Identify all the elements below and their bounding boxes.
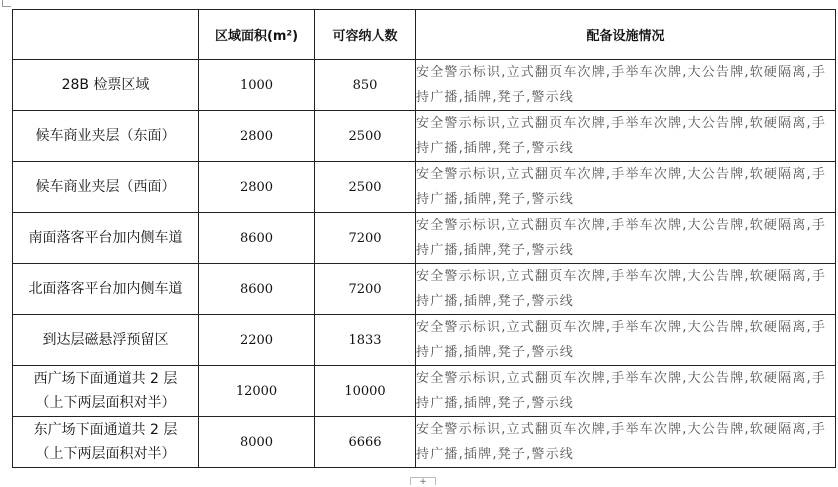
equipment-cell: 安全警示标识,立式翻页车次牌,手举车次牌,大公告牌,软硬隔离,手持广播,插牌,凳子,警示线	[416, 60, 836, 111]
capacity-cell: 2500	[315, 162, 416, 213]
area-size-cell: 2800	[199, 162, 315, 213]
capacity-cell: 7200	[315, 213, 416, 264]
area-size-cell: 2800	[199, 111, 315, 162]
area-name-line: 西广场下面通道共 2 层	[33, 371, 178, 387]
area-name-cell	[13, 366, 199, 417]
capacity-cell: 850	[315, 60, 416, 111]
area-size-cell: 8600	[199, 213, 315, 264]
equipment-cell: 安全警示标识,立式翻页车次牌,手举车次牌,大公告牌,软硬隔离,手持广播,插牌,凳子,警示线	[416, 366, 836, 417]
area-size-cell: 1000	[199, 60, 315, 111]
header-area-size: 区域面积(m²)	[199, 10, 315, 60]
area-size-cell: 8000	[199, 417, 315, 468]
capacity-cell: 6666	[315, 417, 416, 468]
facility-table	[12, 9, 836, 468]
equipment-cell: 安全警示标识,立式翻页车次牌,手举车次牌,大公告牌,软硬隔离,手持广播,插牌,凳子,警示线	[416, 162, 836, 213]
equipment-cell: 安全警示标识,立式翻页车次牌,手举车次牌,大公告牌,软硬隔离,手持广播,插牌,凳子,警示线	[416, 213, 836, 264]
equipment-cell: 安全警示标识,立式翻页车次牌,手举车次牌,大公告牌,软硬隔离,手持广播,插牌,凳子,警示线	[416, 264, 836, 315]
area-name-cell	[13, 417, 199, 468]
area-size-cell: 8600	[199, 264, 315, 315]
table-add-row-handle[interactable]: +	[410, 477, 436, 485]
area-name-cell: 候车商业夹层（西面）	[13, 162, 199, 213]
equipment-cell: 安全警示标识,立式翻页车次牌,手举车次牌,大公告牌,软硬隔离,手持广播,插牌,凳子,警示线	[416, 417, 836, 468]
area-name-line: （上下两层面积对半）	[35, 395, 176, 411]
table-row	[13, 60, 836, 111]
area-name-cell: 候车商业夹层（东面）	[13, 111, 199, 162]
table-row	[13, 315, 836, 366]
area-name-cell: 南面落客平台加内侧车道	[13, 213, 199, 264]
area-name-cell: 28B 检票区域	[13, 60, 199, 111]
capacity-cell: 7200	[315, 264, 416, 315]
equipment-cell: 安全警示标识,立式翻页车次牌,手举车次牌,大公告牌,软硬隔离,手持广播,插牌,凳子,警示线	[416, 111, 836, 162]
area-name-line: （上下两层面积对半）	[35, 446, 176, 462]
table-row	[13, 213, 836, 264]
header-equipment: 配备设施情况	[416, 10, 836, 60]
table-row	[13, 111, 836, 162]
area-name-cell: 到达层磁悬浮预留区	[13, 315, 199, 366]
table-row	[13, 366, 836, 417]
table-row	[13, 264, 836, 315]
area-name-line: 东广场下面通道共 2 层	[33, 422, 178, 438]
capacity-cell: 2500	[315, 111, 416, 162]
header-capacity: 可容纳人数	[315, 10, 416, 60]
table-row	[13, 162, 836, 213]
header-area-name	[13, 10, 199, 60]
capacity-cell: 10000	[315, 366, 416, 417]
page-corner-mark	[2, 0, 11, 7]
equipment-cell: 安全警示标识,立式翻页车次牌,手举车次牌,大公告牌,软硬隔离,手持广播,插牌,凳子,警示线	[416, 315, 836, 366]
table-row	[13, 417, 836, 468]
table-header-row	[13, 10, 836, 60]
area-size-cell: 12000	[199, 366, 315, 417]
capacity-cell: 1833	[315, 315, 416, 366]
area-size-cell: 2200	[199, 315, 315, 366]
area-name-cell: 北面落客平台加内侧车道	[13, 264, 199, 315]
